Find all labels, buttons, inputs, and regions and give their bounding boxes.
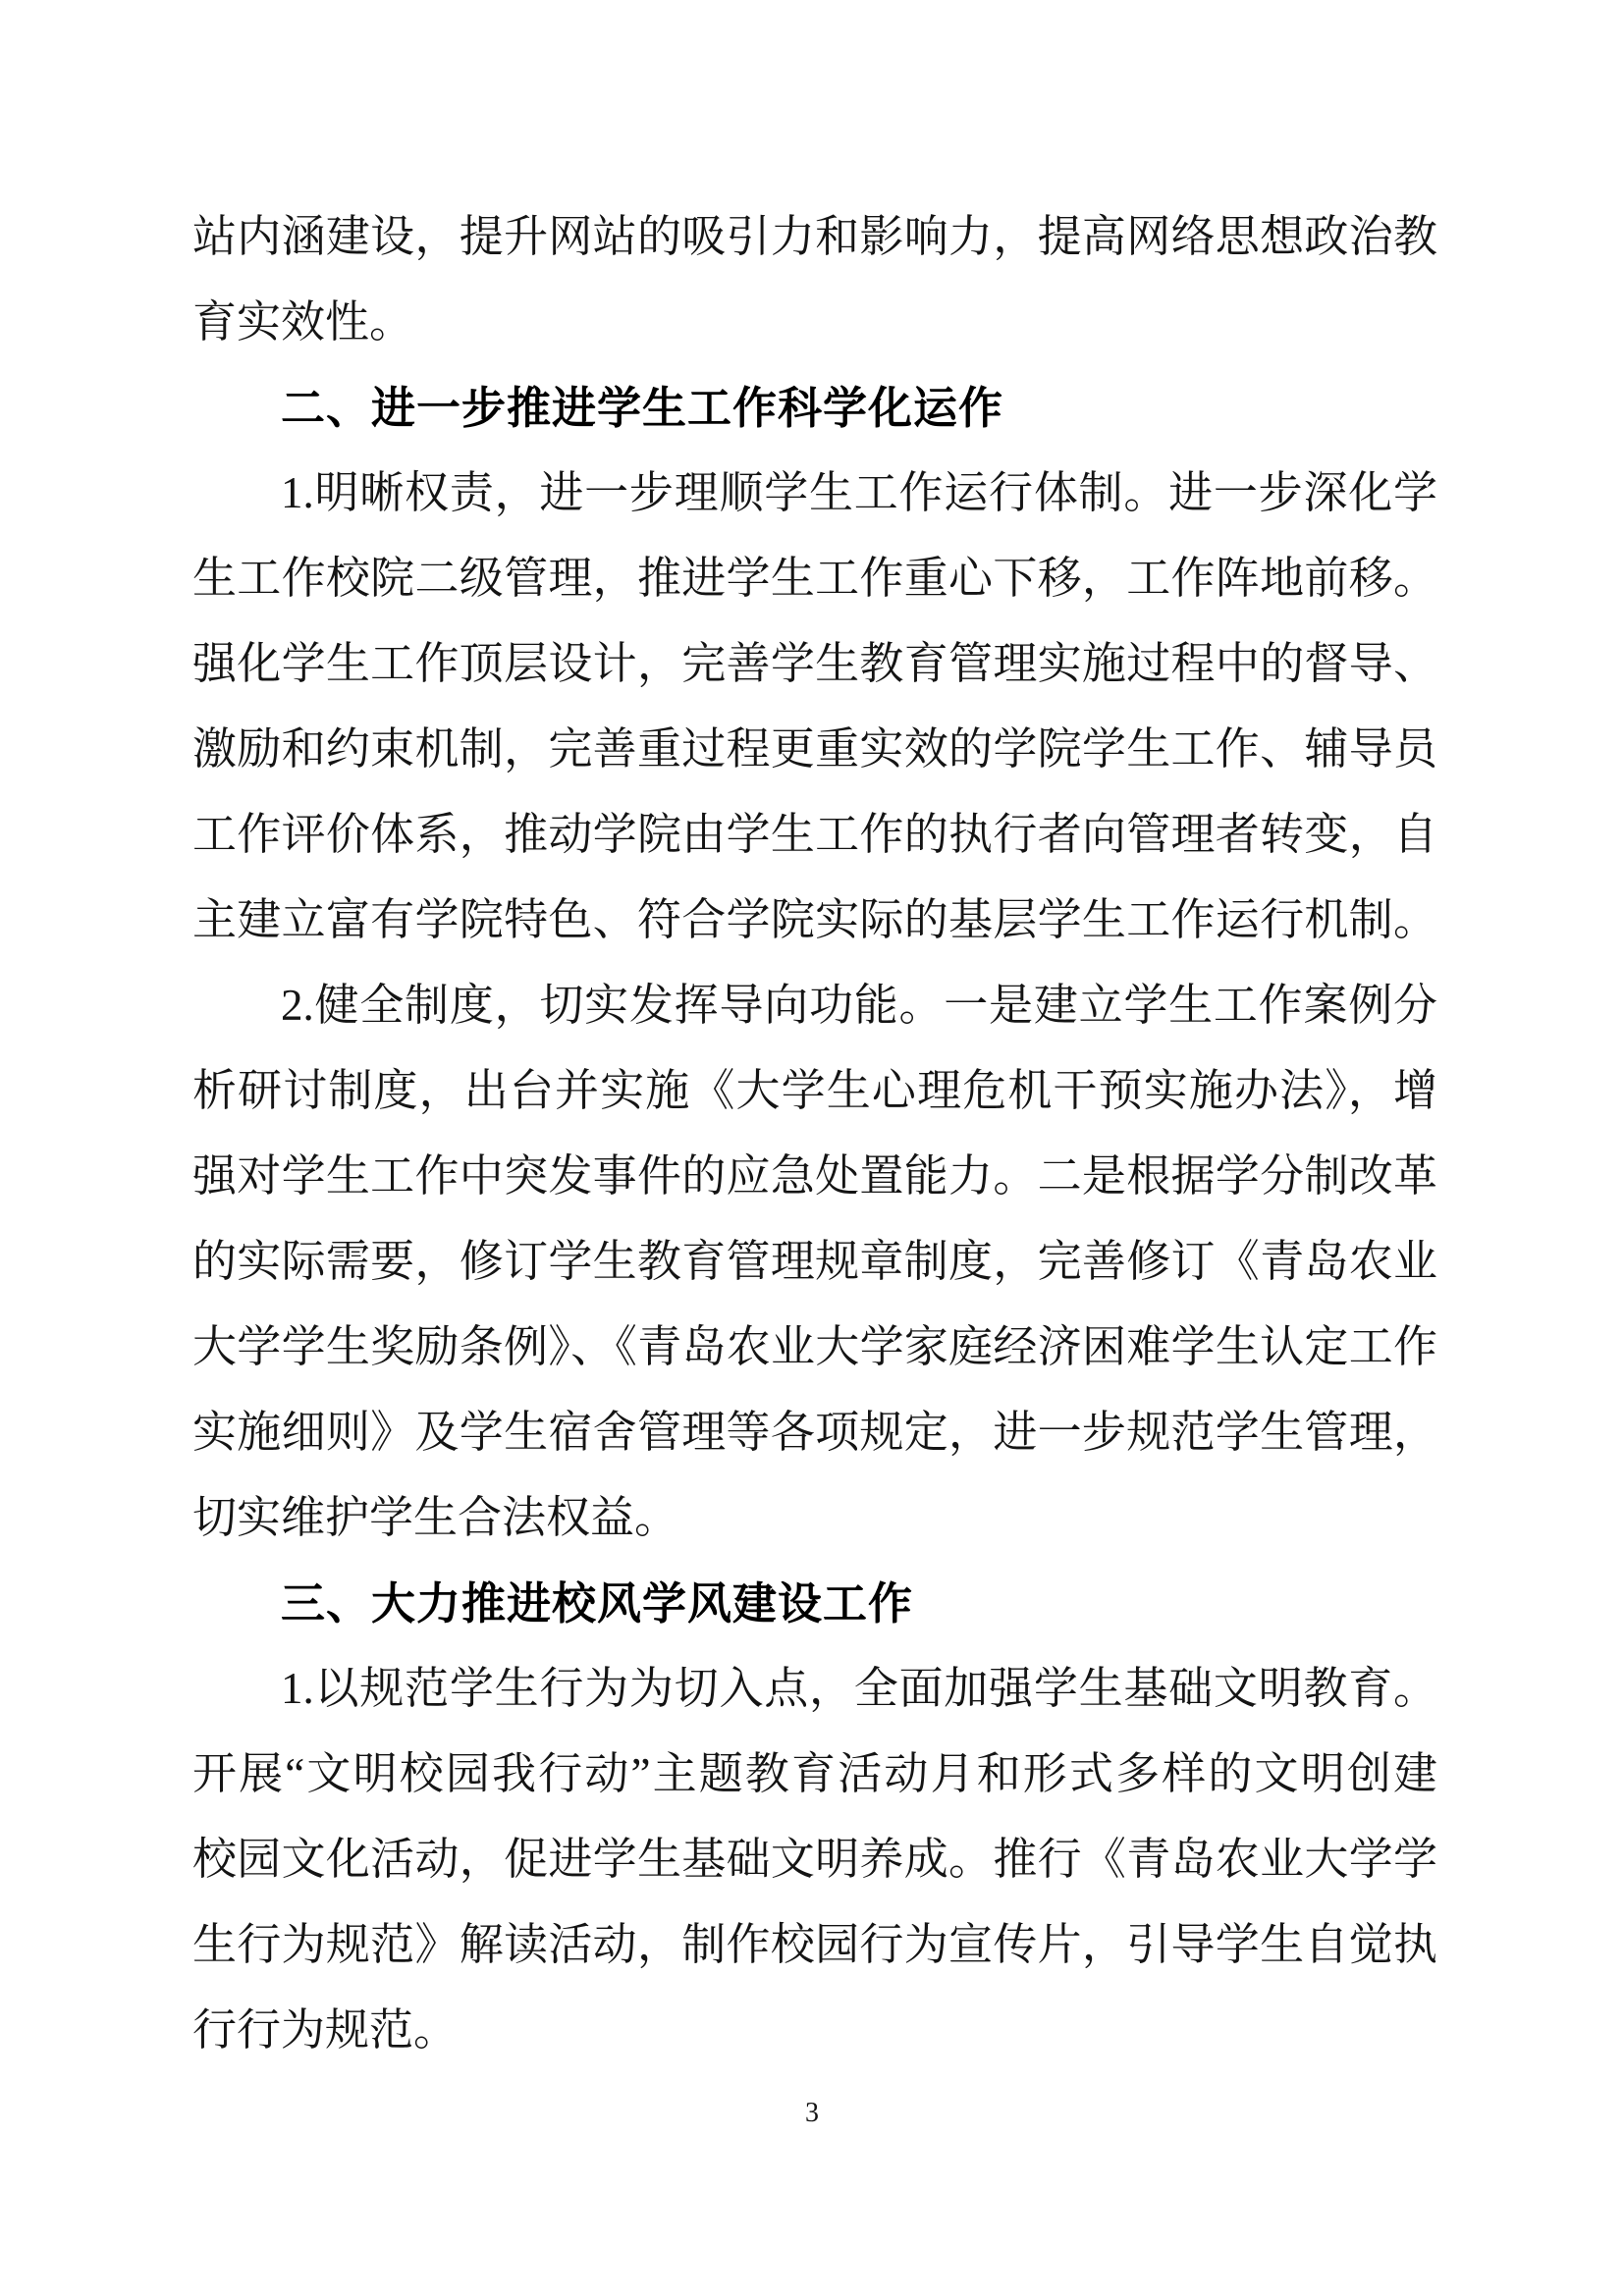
page-number: 3 — [805, 2098, 819, 2128]
paragraph — [192, 963, 1437, 1561]
text-line: 析研讨制度，出台并实施《大学生心理危机干预实施办法》，增 — [192, 1066, 1437, 1115]
section-heading: 三、大力推进校风学风建设工作 — [281, 1578, 914, 1629]
text-line: 工作评价体系，推动学院由学生工作的执行者向管理者转变，自 — [192, 810, 1437, 859]
paragraph — [192, 451, 1437, 963]
text-line: 实施细则》及学生宿舍管理等各项规定，进一步规范学生管理， — [192, 1408, 1437, 1457]
text-line: 校园文化活动，促进学生基础文明养成。推行《青岛农业大学学 — [192, 1835, 1437, 1884]
text-line: 行行为规范。 — [192, 2005, 459, 2055]
text-line: 大学学生奖励条例》、《青岛农业大学家庭经济困难学生认定工作 — [192, 1322, 1437, 1371]
text-line: 育实效性。 — [192, 297, 414, 347]
paragraph — [192, 1646, 1437, 2073]
text-line: 强对学生工作中突发事件的应急处置能力。二是根据学分制改革 — [192, 1151, 1437, 1201]
text-line: 1.以规范学生行为为切入点，全面加强学生基础文明教育。 — [281, 1664, 1437, 1713]
text-line: 主建立富有学院特色、符合学院实际的基层学生工作运行机制。 — [192, 895, 1437, 944]
section-heading: 二、进一步推进学生工作科学化运作 — [281, 383, 1004, 433]
paragraph — [192, 194, 1437, 365]
text-line: 强化学生工作顶层设计，完善学生教育管理实施过程中的督导、 — [192, 639, 1437, 688]
text-line: 开展“文明校园我行动”主题教育活动月和形式多样的文明创建 — [192, 1749, 1437, 1798]
text-line: 生行为规范》解读活动，制作校园行为宣传片，引导学生自觉执 — [192, 1920, 1437, 1969]
document-content — [192, 194, 1437, 2073]
text-line: 生工作校院二级管理，推进学生工作重心下移，工作阵地前移。 — [192, 554, 1437, 603]
text-line: 2.健全制度，切实发挥导向功能。一是建立学生工作案例分 — [281, 981, 1437, 1030]
text-line: 的实际需要，修订学生教育管理规章制度，完善修订《青岛农业 — [192, 1237, 1437, 1286]
text-line: 站内涵建设，提升网站的吸引力和影响力，提高网络思想政治教 — [192, 212, 1437, 261]
text-line: 1.明晰权责，进一步理顺学生工作运行体制。进一步深化学 — [281, 468, 1437, 517]
text-line: 切实维护学生合法权益。 — [192, 1493, 679, 1542]
text-line: 激励和约束机制，完善重过程更重实效的学院学生工作、辅导员 — [192, 724, 1437, 774]
